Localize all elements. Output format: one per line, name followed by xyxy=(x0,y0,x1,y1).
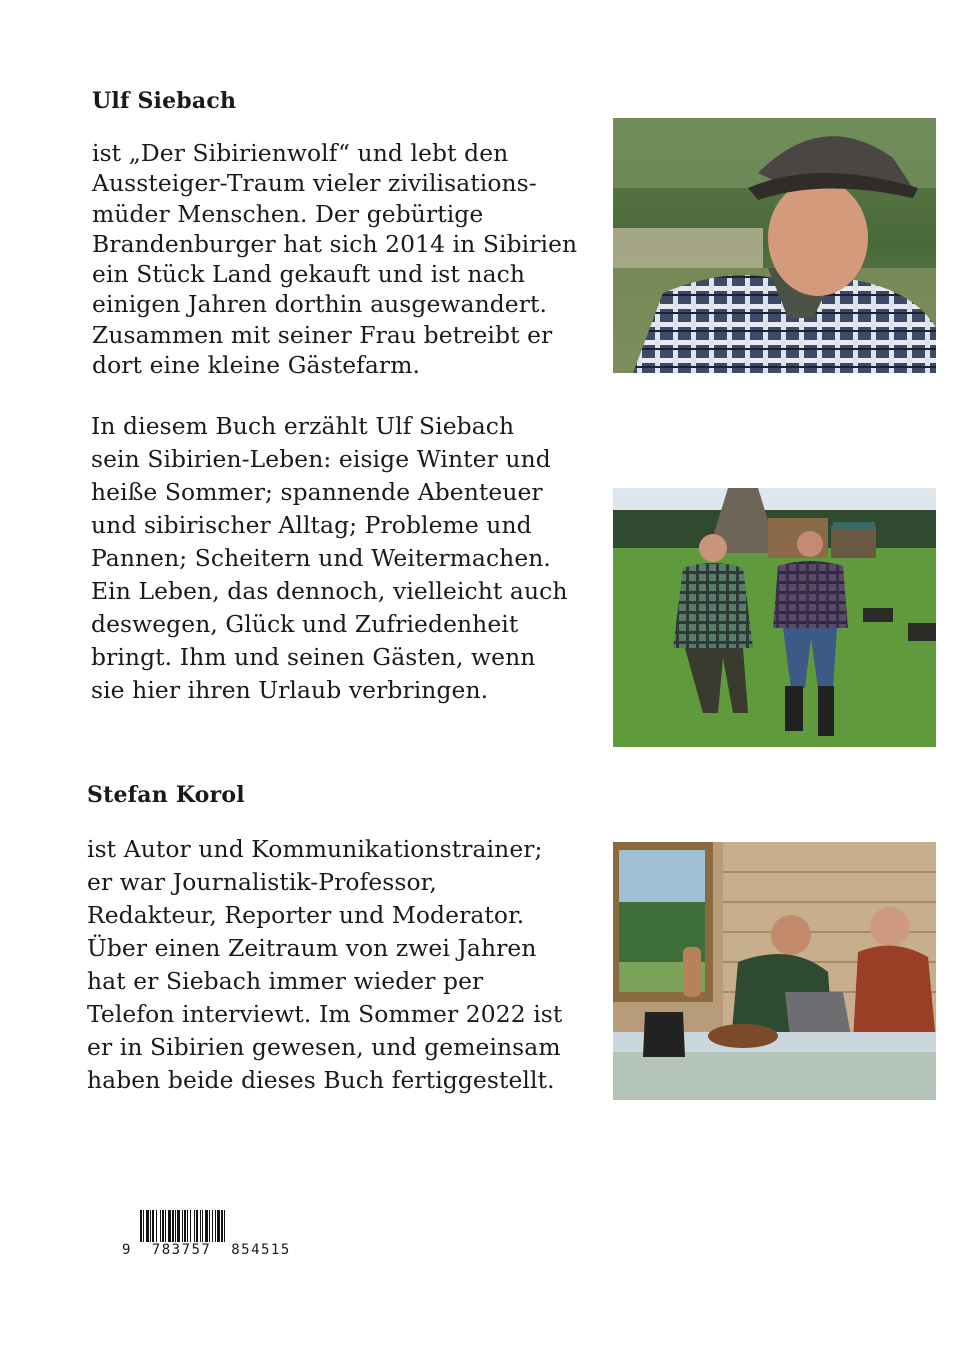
author1-name: Ulf Siebach xyxy=(92,88,237,114)
photo-two-men-laptop xyxy=(613,842,936,1100)
barcode xyxy=(118,1210,298,1270)
author2-bio: ist Autor und Kommunikationstrainer; er war Journalistik-Professor, Redakteur, Reporter und Moderator. Über einen Zeitraum von zwei Jahren hat er Siebach immer wieder per Telefon interviewt. Im Sommer 2022 ist er in Sibirien gewesen, und gemeinsam haben beide dieses Buch fertiggestellt. xyxy=(87,835,563,1094)
photo-two-men-walking xyxy=(613,488,936,747)
book-description: In diesem Buch erzählt Ulf Siebach sein Sibirien-Leben: eisige Winter und heiße Sommer; spannende Abenteuer und sibirischer Alltag; Probleme und Pannen; Scheitern und Weitermachen. Ein Leben, das dennoch, vielleicht auch deswegen, Glück und Zufriedenheit bringt. Ihm und seinen Gästen, wenn sie hier ihren Urlaub verbringen. xyxy=(91,412,568,704)
author2-name: Stefan Korol xyxy=(87,782,245,808)
isbn-number: 9 783757 854515 xyxy=(122,1242,291,1258)
author1-bio: ist „Der Sibirienwolf“ und lebt den Aussteiger-Traum vieler zivilisations- müder Menschen. Der gebürtige Brandenburger hat sich 2014 in Sibirien ein Stück Land gekauft und ist nach einigen Jahren dorthin ausgewandert. Zusammen mit seiner Frau betreibt er dort eine kleine Gästefarm. xyxy=(92,139,578,380)
photo-portrait-ulf xyxy=(613,118,936,373)
